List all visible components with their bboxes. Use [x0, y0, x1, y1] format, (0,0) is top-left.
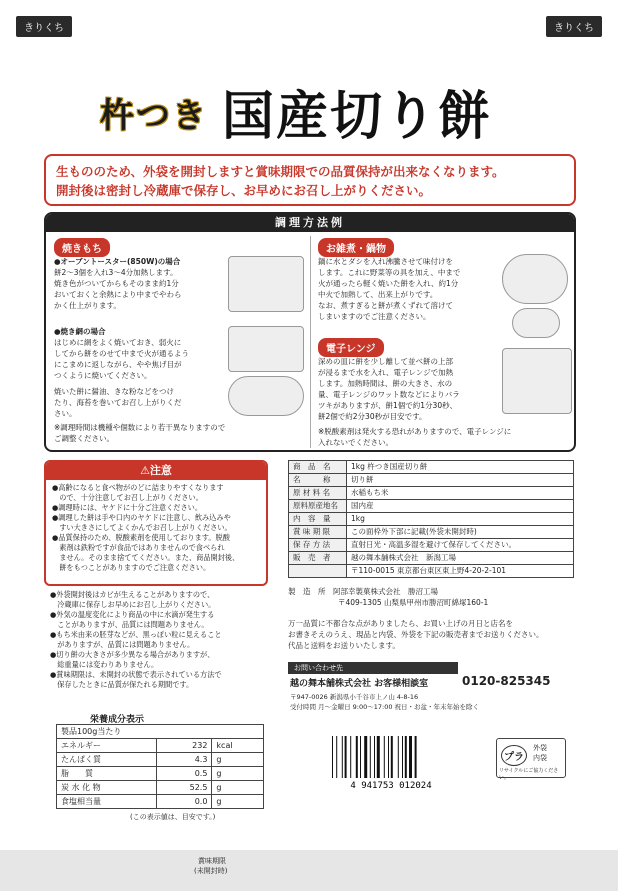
nutrition-per: 製品100g当たり [57, 725, 264, 739]
recipe-heading: 調理方法例 [46, 214, 574, 232]
table-row: 食塩相当量 0.0 g [57, 795, 264, 809]
barcode-stripe [356, 736, 358, 778]
title-part2: 国産切り餅 [222, 86, 493, 147]
caution-heading: ⚠注意 [46, 462, 266, 480]
bowl-illustration [512, 308, 560, 338]
nutrition-table [56, 724, 264, 809]
inquiry-bar: お問い合わせ先 [288, 662, 458, 674]
barcode [328, 734, 454, 790]
table-row: 炭 水 化 物 52.5 g [57, 781, 264, 795]
barcode-stripe [370, 736, 371, 778]
recycle-label-inner: 内袋 [533, 754, 547, 762]
barcode-stripe [405, 736, 407, 778]
storage-warning [44, 154, 576, 206]
inquiry-hours: 受付時間 月～金曜日 9:00～17:00 祝日・お盆・年末年始を除く [290, 703, 480, 711]
yaki-note: ※調理時間は機種や個数により若干異なりますので ご調整ください。 [54, 423, 226, 443]
recycle-mark [496, 738, 566, 781]
table-row: 名 称 切り餅 [289, 474, 574, 487]
toaster-illustration [228, 256, 304, 312]
barcode-stripe [364, 736, 367, 778]
plate-illustration [228, 376, 304, 416]
table-row: エネルギー 232 kcal [57, 739, 264, 753]
recipe-divider [310, 236, 311, 448]
barcode-stripe [409, 736, 412, 778]
recycle-label-outer: 外袋 [533, 744, 547, 752]
pot-illustration [502, 254, 568, 304]
maker-info: 製 造 所 阿部幸製菓株式会社 勝沼工場 〒409-1305 山梨県甲州市勝沼町綿塚160-1 [288, 587, 489, 607]
table-row: 原料原産地名 国内産 [289, 500, 574, 513]
caution-box [44, 460, 268, 586]
barcode-stripe [374, 736, 375, 778]
table-row: 賞 味 期 限 この面枠外下部に記載(外袋未開封時) [289, 526, 574, 539]
tear-tag-left: きりくち [16, 16, 72, 37]
table-row: 内 容 量 1kg [289, 513, 574, 526]
inquiry-text: 万一品質に不都合な点がありましたら、お買い上げの月日と店名を お書きそえのうえ、現品と内袋、外袋を下記の販売者までお送りください。 代品と送料をお送りいたします。 [288, 619, 544, 650]
zoni-text: 鍋に水とダシを入れ沸騰させて味付けを します。これに野菜等の具を加え、中まで 火が通ったら軽く焼いた餅を入れ、約1分 中火で加熱して、出来上がりです。 なお、煮すぎると餅が煮くずれて溶けて しまいますのでご注意ください。 [318, 257, 461, 321]
barcode-stripe [332, 736, 333, 778]
range-note: ※脱酸素剤は発火する恐れがありますので、電子レンジに 入れないでください。 [318, 427, 512, 447]
barcode-stripe [415, 736, 417, 778]
best-before-label: 賞味期限 [198, 857, 226, 865]
phone-number: 0120-825345 [462, 674, 551, 688]
table-row: 保 存 方 法 直射日光・高温多湿を避けて保存してください。 [289, 539, 574, 552]
range-text: 深めの皿に餅を少し離して並べ餅の上部 が浸るまで水を入れ、電子レンジで加熱 します。加熱時間は、餅の大きさ、水の 量、電子レンジのワット数などによりバラ ツキがありますが、餅1個で約1分30秒、 餅2個で約2分30秒が目安です。 [318, 357, 460, 421]
nutrition-note: (この表示値は、目安です。) [130, 813, 216, 821]
table-row: 原 材 料 名 水稲もち米 [289, 487, 574, 500]
product-info-table [288, 460, 574, 578]
recycle-note: リサイクルにご協力ください。 [499, 768, 559, 781]
yaki-extra: 焼いた餅に醤油、きな粉などをつけ たり、海苔を巻いてお召し上がりくだ さい。 [54, 387, 182, 418]
barcode-stripe [402, 736, 403, 778]
table-row: 〒110-0015 東京都台東区東上野4-20-2-101 [289, 565, 574, 578]
barcode-number: 4 941753 012024 [350, 781, 432, 790]
yaki-ami: ●焼き網の場合 はじめに網をよく焼いておき、弱火に してから餅をのせて中まで火が通るよう にこまめに返しながら、やや焦げ目が つくように焼いてください。 [54, 327, 189, 380]
table-row: 脂 質 0.5 g [57, 767, 264, 781]
title-part1: 杵つき [100, 96, 208, 136]
barcode-stripe [398, 736, 399, 778]
nutrition-title: 栄養成分表示 [90, 715, 145, 725]
recipe-section [44, 212, 576, 452]
barcode-stripe [377, 736, 380, 778]
warning-line1: 生もののため、外袋を開封しますと賞味期限での品質保持が出来なくなります。 [56, 164, 505, 179]
warning-line2: 開封後は密封し冷蔵庫で保存し、お早めにお召し上がりください。 [56, 183, 432, 198]
table-row: たんぱく質 4.3 g [57, 753, 264, 767]
barcode-stripe [336, 736, 337, 778]
barcode-stripe [345, 736, 347, 778]
grill-illustration [228, 326, 304, 372]
caution-text: ●高齢になると食べ物がのどに詰まりやすくなります ので、十分注意してお召し上がりください。 ●調理時には、ヤケドに十分ご注意ください。 ●調理した餅は手や口内のヤケドに注意し、飲み込みや すい大きさにしてよくかんでお召し上がりください。 ●品質保持のため、脱酸素剤を使用しております。脱酸 素剤は鉄粉ですが食品ではありませんので食べられ ません。そのまま捨ててください。また、商品開封後、 餅をもつことがありますのでご注意ください。 [52, 483, 240, 572]
zoni-label: お雑煮・鍋物 [318, 238, 394, 257]
range-label: 電子レンジ [318, 338, 384, 357]
bottom-strip [0, 850, 618, 891]
barcode-stripe [350, 736, 351, 778]
table-row: 販 売 者 越の舞本舗株式会社 新潟工場 [289, 552, 574, 565]
barcode-stripe [384, 736, 385, 778]
barcode-stripe [360, 736, 361, 778]
best-before-sub: (未開封時) [194, 867, 228, 875]
yaki-oven: ●オーブントースター(850W)の場合 餅2～3個を入れ3～4分加熱します。 焼き色がついてからもそのまま約1分 おいておくと余熱により中までやわら かく仕上がります。 [54, 257, 182, 310]
product-title [100, 70, 520, 147]
barcode-stripe [391, 736, 393, 778]
recycle-icon: プラ [501, 745, 527, 766]
table-row: 商 品 名 1kg 杵つき国産切り餅 [289, 461, 574, 474]
barcode-stripe [342, 736, 343, 778]
barcode-stripe [388, 736, 389, 778]
yaki-label: 焼きもち [54, 238, 110, 257]
notes-list: ●外袋開封後はカビが生えることがありますので、 冷蔵庫に保存しお早めにお召し上がりください。 ●外気の温度変化により商品の中に水滴が発生する ことがありますが、品質には問題ありません。 ●もち米由来の胚芽などが、黒っぽい粒に見えること がありますが、品質には問題ありません。 ●切り餅の大きさが多少異なる場合がありますが、 総重量には変わりありません。 ●賞味期限は、未開封の状態で表示されている方法で 保存したときに品質が保たれる期間です。 [50, 590, 222, 689]
inquiry-address: 〒947-0026 新潟県小千谷市上ノ山 4-8-16 [290, 693, 419, 701]
inquiry-company: 越の舞本舗株式会社 お客様相談室 [290, 679, 429, 689]
tear-tag-right: きりくち [546, 16, 602, 37]
microwave-illustration [502, 348, 572, 414]
